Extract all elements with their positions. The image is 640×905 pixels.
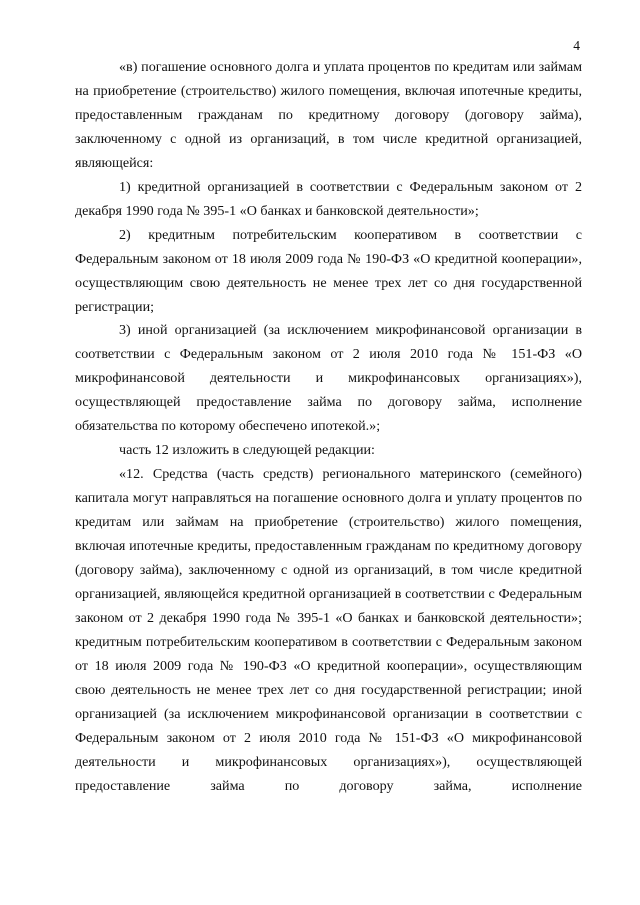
paragraph-subitem-3: 3) иной организацией (за исключением микрофинансовой организации в соответствии с Федеральным законом от 2 июля 2010 года № 151-ФЗ «О микрофинансовой деятельности и микрофинансовых организациях»), осуществляющей предоставление займа по договору займа, исполнение обязательства по которому обеспечено ипотекой.»; bbox=[75, 322, 582, 435]
paragraph-subitem-1: 1) кредитной организацией в соответствии с Федеральным законом от 2 декабря 1990 года № 395-1 «О банках и банковской деятельности»; bbox=[75, 178, 582, 219]
paragraph-part-12-intro: часть 12 изложить в следующей редакции: bbox=[119, 442, 375, 459]
paragraph-subitem-2: 2) кредитным потребительским кооперативом в соответствии с Федеральным законом от 18 июля 2009 года № 190-ФЗ «О кредитной кооперации», осуществляющим свою деятельность не менее трех лет со дня государственной регистрации; bbox=[75, 226, 582, 315]
document-body bbox=[75, 56, 582, 799]
page-number: 4 bbox=[573, 38, 580, 53]
paragraph-part-12-text: «12. Средства (часть средств) регионального материнского (семейного) капитала могут направляться на погашение основного долга и уплату процентов по кредитам или займам на приобретение (строительство) жилого помещения, включая ипотечные кредиты, предоставленным гражданам по кредитному договору (договору займа), заключенному с одной из организаций, в том числе кредитной организацией, являющейся кредитной организацией в соответствии с Федеральным законом от 2 декабря 1990 года № 395-1 «О банках и банковской деятельности»; кредитным потребительским кооперативом в соответствии с Федеральным законом от 18 июля 2009 года № 190-ФЗ «О кредитной кооперации», осуществляющим свою деятельность не менее трех лет со дня государственной регистрации; иной организацией (за исключением микрофинансовой организации в соответствии с Федеральным законом от 2 июля 2010 года № 151-ФЗ «О микрофинансовой деятельности и микрофинансовых организациях»), осуществляющей предоставление займа по договору займа, исполнение bbox=[75, 466, 582, 794]
paragraph-item-v: «в) погашение основного долга и уплата процентов по кредитам или займам на приобретение (строительство) жилого помещения, включая ипотечные кредиты, предоставленным гражданам по кредитному договору (договору займа), заключенному с одной из организаций, в том числе кредитной организацией, являющейся: bbox=[75, 59, 582, 171]
